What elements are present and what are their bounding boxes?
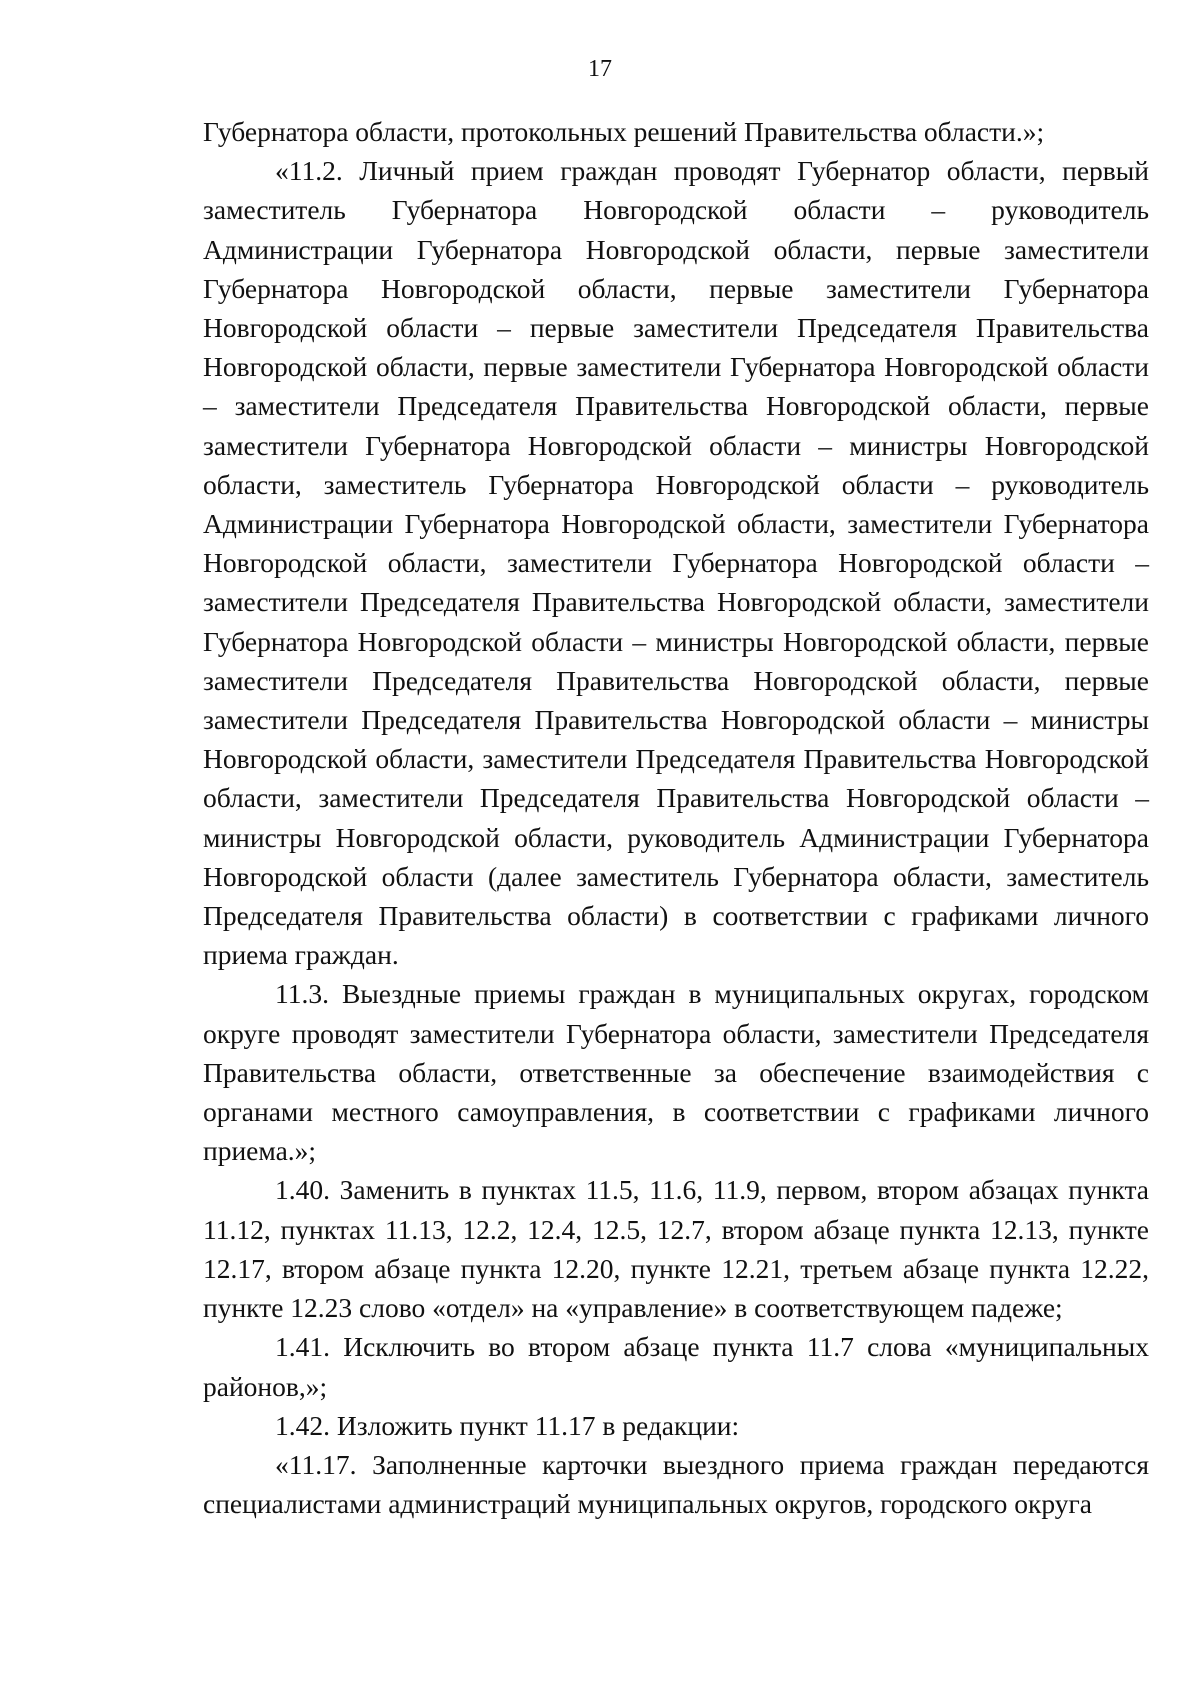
- paragraph-11-17: «11.17. Заполненные карточки выездного приема граждан передаются специалистами администраций муниципальных округов, городского округа: [203, 1448, 1149, 1520]
- paragraph-1-42: 1.42. Изложить пункт 11.17 в редакции:: [275, 1409, 740, 1441]
- paragraph-1-40: 1.40. Заменить в пунктах 11.5, 11.6, 11.9, первом, втором абзацах пункта 11.12, пунктах 11.13, 12.2, 12.4, 12.5, 12.7, втором абзаце пункта 12.13, пункте 12.17, втором абзаце пункта 12.20, пункте 12.21, третьем абзаце пункта 12.22, пункте 12.23 слово «отдел» на «управление» в соответствующем падеже;: [203, 1174, 1149, 1324]
- paragraph-11-2: «11.2. Личный прием граждан проводят Губернатор области, первый заместитель Губернатора Новгородской области – руководитель Администрации Губернатора Новгородской области, первые заместители Губернатора Новгородской области, первые заместители Губернатора Новгородской области – первые заместители Председателя Правительства Новгородской области, первые заместители Губернатора Новгородской области – заместители Председателя Правительства Новгородской области, первые заместители Губернатора Новгородской области – министры Новгородской области, заместитель Губернатора Новгородской области – руководитель Администрации Губернатора Новгородской области, заместители Губернатора Новгородской области, заместители Губернатора Новгородской области – заместители Председателя Правительства Новгородской области, заместители Губернатора Новгородской области – министры Новгородской области, первые заместители Председателя Правительства Новгородской области, первые заместители Председателя Правительства Новгородской области – министры Новгородской области, заместители Председателя Правительства Новгородской области, заместители Председателя Правительства Новгородской области – министры Новгородской области, руководитель Администрации Губернатора Новгородской области (далее заместитель Губернатора области, заместитель Председателя Правительства области) в соответствии с графиками личного приема граждан.: [203, 155, 1149, 971]
- page-number: 17: [588, 56, 612, 82]
- document-body: [203, 112, 1149, 1523]
- paragraph-1-41: 1.41. Исключить во втором абзаце пункта 11.7 слова «муниципальных районов,»;: [203, 1331, 1149, 1402]
- paragraph-11-3: 11.3. Выездные приемы граждан в муниципальных округах, городском округе проводят заместители Губернатора области, заместители Председателя Правительства области, ответственные за обеспечение взаимодействия с органами местного самоуправления, в соответствии с графиками личного приема.»;: [203, 978, 1149, 1167]
- paragraph-continuation: Губернатора области, протокольных решений Правительства области.»;: [203, 116, 1045, 147]
